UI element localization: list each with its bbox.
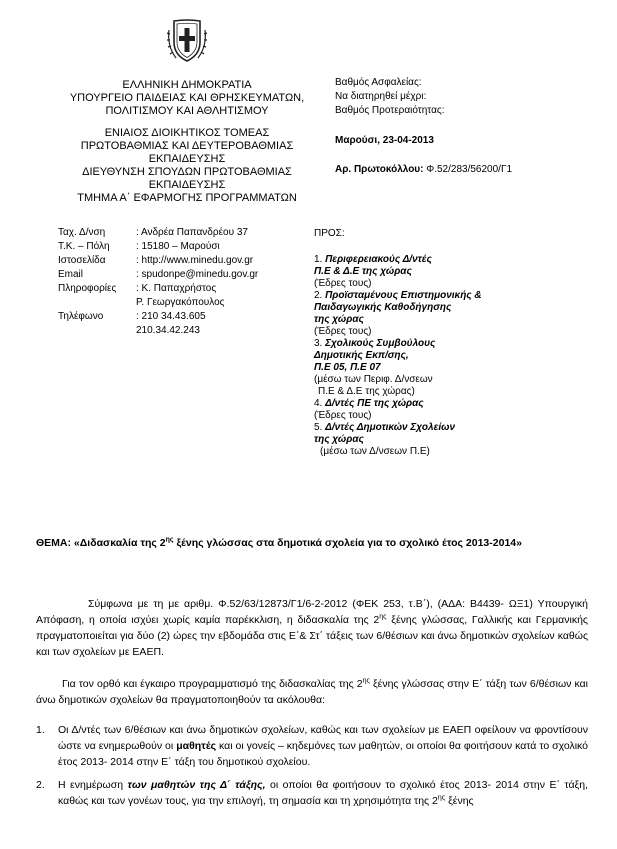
- recipient-5: 5. Δ/ντές Δημοτικών Σχολείων: [314, 422, 456, 433]
- recipient-2-line: Παιδαγωγικής Καθοδήγησης: [314, 302, 452, 313]
- subject-line: ΘΕΜΑ: «Διδασκαλία της $2^{\eta\varsigma}$ ξένης γλώσσας στα δημοτικά σχολεία για το σχολικό έτος 2013-2014»: [36, 536, 522, 549]
- sector-line-1: ΕΝΙΑΙΟΣ ΔΙΟΙΚΗΤΙΚΟΣ ΤΟΜΕΑΣ: [104, 127, 270, 139]
- recipient-4-note: (Έδρες τους): [314, 410, 372, 421]
- greek-coat-of-arms-emblem: [166, 18, 208, 64]
- list-item-2: 2. Η ενημέρωση των μαθητών της Δ΄ τάξης, οι οποίοι θα φοιτήσουν το σχολικό έτος 2013- 2014 στην Ε΄ τάξη, καθώς και των γονέων τους, για την επιλογή, τη σημασία και τη χρησιμότητα της $2^{\eta\varsigma}$ ξένης: [36, 779, 588, 807]
- contact-value: Ρ. Γεωργακόπουλος: [136, 297, 225, 308]
- recipient-3-note: Π.Ε & Δ.Ε της χώρας): [318, 386, 415, 397]
- contact-value: : Ανδρέα Παπανδρέου 37: [136, 227, 248, 238]
- recipient-3-note: (μέσω των Περιφ. Δ/νσεων: [314, 374, 433, 385]
- contact-label: Ταχ. Δ/νση: [58, 227, 106, 238]
- recipient-2: 2. Προϊσταμένους Επιστημονικής &: [314, 290, 482, 301]
- document-meta: [335, 76, 444, 118]
- security-level: Βαθμός Ασφαλείας:: [335, 77, 422, 88]
- ministry-line-2: ΠΟΛΙΤΙΣΜΟΥ ΚΑΙ ΑΘΛΗΤΙΣΜΟΥ: [105, 105, 269, 117]
- list-number: 2.: [36, 779, 45, 791]
- list-item-1: 1. Οι Δ/ντές των 6/θέσιων και άνω δημοτικών σχολείων, καθώς και των σχολείων με ΕΑΕΠ οφείλουν να φροντίσουν ώστε να ενημερωθούν οι μαθητές και οι γονείς – κηδεμόνες των μαθητών, οι οποίοι θα φοιτήσουν κατά το σχολικό έτος 2013- 2014 στην Ε΄ τάξη του δημοτικού σχολείου.: [36, 724, 589, 768]
- protocol-number: [335, 163, 512, 177]
- contact-value: : 210 34.43.605: [136, 311, 206, 322]
- priority-level: Βαθμός Προτεραιότητας:: [335, 105, 445, 116]
- contact-label: Πληροφορίες: [58, 283, 117, 294]
- contact-value: 210.34.42.243: [136, 325, 200, 336]
- list-number: 1.: [36, 724, 45, 736]
- contact-label: Τ.Κ. – Πόλη: [58, 241, 110, 252]
- website-link[interactable]: : http://www.minedu.gov.gr: [136, 255, 254, 266]
- department-line: ΤΜΗΜΑ Α΄ ΕΦΑΡΜΟΓΗΣ ΠΡΟΓΡΑΜΜΑΤΩΝ: [77, 192, 297, 204]
- recipient-5-note: (μέσω των Δ/νσεων Π.Ε): [320, 446, 430, 457]
- directorate-line-2: ΕΚΠΑΙΔΕΥΣΗΣ: [148, 179, 226, 191]
- ministry-header: [62, 79, 312, 205]
- recipient-3-line: Π.Ε 05, Π.Ε 07: [314, 362, 381, 373]
- recipient-5-line: της χώρας: [314, 434, 364, 445]
- paragraph-1: Σύμφωνα με τη με αριθμ. Φ.52/63/12873/Γ1/6-2-2012 (ΦΕΚ 253, τ.Β΄), (ΑΔΑ: Β4439- ΩΞ1) Υπουργική Απόφαση, η οποία ισχύει χωρίς καμία παρέκκλιση, η διδασκαλία της $2^{\eta\varsigma}$ ξένης γλώσσας, Γαλλικής και Γερμανικής πραγματοποιείται για δύο (2) ώρες την εβδομάδα στις Ε΄& Στ΄ τάξεις των 6/θέσιων και άνω δημοτικών σχολείων καθώς και των σχολείων με ΕΑΕΠ.: [36, 598, 588, 658]
- contact-label: Ιστοσελίδα: [58, 255, 106, 266]
- protocol-label: Αρ. Πρωτοκόλλου:: [335, 164, 424, 175]
- recipient-1: 1. Περιφερειακούς Δ/ντές: [314, 254, 432, 265]
- document-date: Μαρούσι, 23-04-2013: [335, 135, 434, 146]
- retention-period: Να διατηρηθεί μέχρι:: [335, 91, 427, 102]
- recipient-3: 3. Σχολικούς Συμβούλους: [314, 338, 436, 349]
- sector-line-3: ΕΚΠΑΙΔΕΥΣΗΣ: [148, 153, 226, 165]
- recipient-4: 4. Δ/ντές ΠΕ της χώρας: [314, 398, 424, 409]
- paragraph-2: Για τον ορθό και έγκαιρο προγραμματισμό της διδασκαλίας της $2^{\eta\varsigma}$ ξένης γλώσσας στην Ε΄ τάξη των 6/θέσιων και άνω δημοτικών σχολείων θα πραγματοποιηθούν τα ακόλουθα:: [36, 677, 588, 706]
- sector-line-2: ΠΡΩΤΟΒΑΘΜΙΑΣ ΚΑΙ ΔΕΥΤΕΡΟΒΑΘΜΙΑΣ: [80, 140, 294, 152]
- recipient-1-note: (Έδρες τους): [314, 278, 372, 289]
- recipients-list: [314, 254, 482, 458]
- recipient-3-line: Δημοτικής Εκπ/σης,: [314, 350, 409, 361]
- directorate-line-1: ΔΙΕΥΘΥΝΣΗ ΣΠΟΥΔΩΝ ΠΡΩΤΟΒΑΘΜΙΑΣ: [82, 166, 292, 178]
- contact-label: Email: [58, 269, 84, 280]
- recipients-label: ΠΡΟΣ:: [314, 228, 345, 239]
- contact-value: : 15180 – Μαρούσι: [136, 241, 220, 252]
- protocol-value: Φ.52/283/56200/Γ1: [423, 164, 513, 175]
- contact-label: Τηλέφωνο: [58, 311, 104, 322]
- recipient-2-line: της χώρας: [314, 314, 364, 325]
- recipient-1-line: Π.Ε & Δ.Ε της χώρας: [314, 266, 412, 277]
- contact-value: : Κ. Παπαχρήστος: [136, 283, 217, 294]
- email-link[interactable]: : spudonpe@minedu.gov.gr: [136, 269, 259, 280]
- ministry-line-1: ΥΠΟΥΡΓΕΙΟ ΠΑΙΔΕΙΑΣ ΚΑΙ ΘΡΗΣΚΕΥΜΑΤΩΝ,: [69, 92, 305, 104]
- country-name: ΕΛΛΗΝΙΚΗ ΔΗΜΟΚΡΑΤΙΑ: [122, 79, 252, 91]
- recipient-2-note: (Έδρες τους): [314, 326, 372, 337]
